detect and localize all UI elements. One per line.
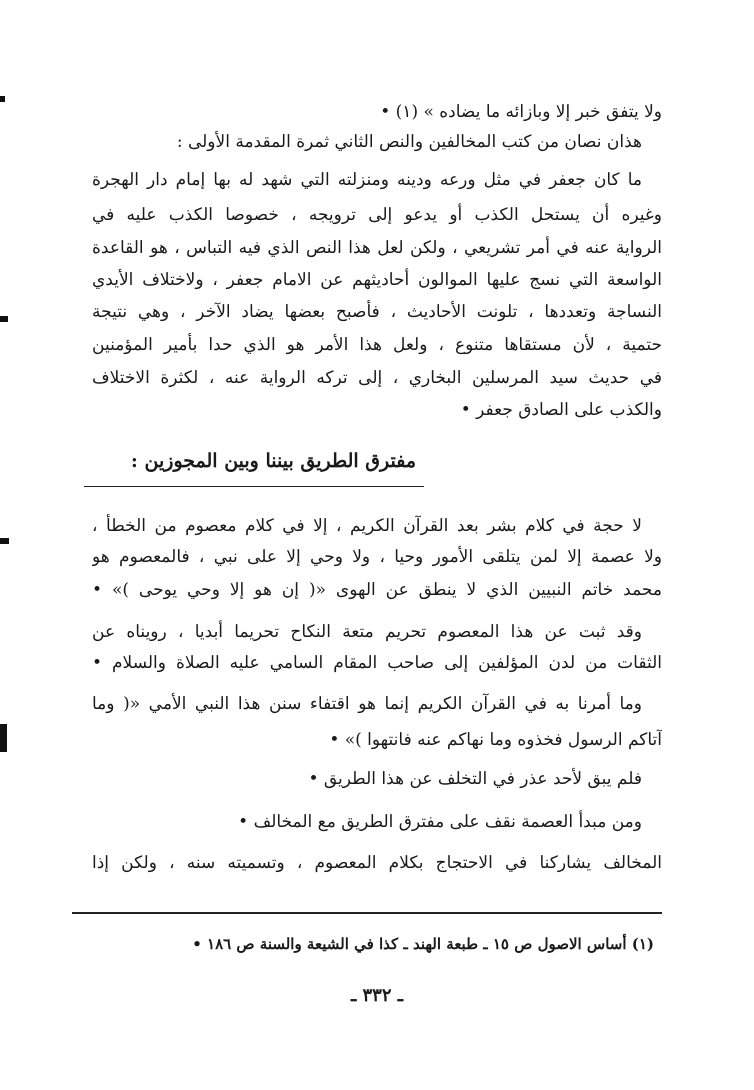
scan-edge-mark bbox=[0, 538, 9, 544]
text-line: محمد خاتم النبيين الذي لا ينطق عن الهوى «( إن هو إلا وحي يوحى )» • bbox=[92, 580, 662, 600]
text-line: آتاكم الرسول فخذوه وما نهاكم عنه فانتهوا )» • bbox=[329, 730, 662, 750]
text-line: وغيره أن يستحل الكذب أو يدعو إلى ترويجه ، خصوصا الكذب عليه في bbox=[92, 205, 662, 225]
scan-edge-mark bbox=[0, 316, 8, 322]
section-heading: مفترق الطريق بيننا وبين المجوزين : bbox=[130, 450, 416, 472]
text-line: والكذب على الصادق جعفر • bbox=[460, 400, 662, 420]
page-number: ـ ٣٣٢ ـ bbox=[350, 985, 404, 1006]
text-line: ومن مبدأ العصمة نقف على مفترق الطريق مع المخالف • bbox=[238, 812, 642, 832]
text-line: النساجة وتعددها ، تلونت الأحاديث ، فأصبح بعضها يضاد الآخر ، وهي نتيجة bbox=[92, 302, 662, 322]
text-line: لا حجة في كلام بشر بعد القرآن الكريم ، إلا في كلام معصوم من الخطأ ، bbox=[92, 516, 642, 536]
text-line: المخالف يشاركنا في الاحتجاج بكلام المعصوم ، وتسميته سنه ، ولكن إذا bbox=[92, 853, 662, 873]
text-line: فلم يبق لأحد عذر في التخلف عن هذا الطريق • bbox=[308, 769, 642, 789]
text-line: في حديث سيد المرسلين البخاري ، إلى تركه الرواية عنه ، لكثرة الاختلاف bbox=[92, 368, 662, 388]
text-line: ولا عصمة إلا لمن يتلقى الأمور وحيا ، ولا وحي إلا على نبي ، فالمعصوم هو bbox=[92, 547, 662, 567]
text-line: ولا يتفق خبر إلا وبازائه ما يضاده » (١) • bbox=[380, 102, 662, 122]
text-line: الرواية عنه في أمر تشريعي ، ولكن لعل هذا النص الذي فيه التباس ، هو القاعدة bbox=[92, 238, 662, 258]
text-line: الثقات من لدن المؤلفين إلى صاحب المقام السامي عليه الصلاة والسلام • bbox=[92, 653, 662, 673]
text-line: وقد ثبت عن هذا المعصوم تحريم متعة النكاح تحريما أبديا ، رويناه عن bbox=[92, 622, 642, 642]
text-line: وما أمرنا به في القرآن الكريم إنما هو اقتفاء سنن هذا النبي الأمي «( وما bbox=[92, 694, 642, 714]
footnote-divider bbox=[72, 912, 662, 914]
footnote: (١) أساس الاصول ص ١٥ ـ طبعة الهند ـ كذا في الشيعة والسنة ص ١٨٦ • bbox=[192, 935, 654, 953]
text-line: حتمية ، لأن مستقاها متنوع ، ولعل هذا الأمر هو الذي حدا بأمير المؤمنين bbox=[92, 335, 662, 355]
text-line: ما كان جعفر في مثل ورعه ودينه ومنزلته التي شهد له بها إمام دار الهجرة bbox=[92, 170, 642, 190]
text-line: الواسعة التي نسج عليها الموالون أحاديثهم عن الامام جعفر ، ولاختلاف الأيدي bbox=[92, 270, 662, 290]
heading-underline bbox=[84, 486, 424, 487]
text-line: هذان نصان من كتب المخالفين والنص الثاني ثمرة المقدمة الأولى : bbox=[176, 132, 642, 152]
scan-edge-mark bbox=[0, 724, 7, 752]
scan-edge-mark bbox=[0, 96, 5, 102]
